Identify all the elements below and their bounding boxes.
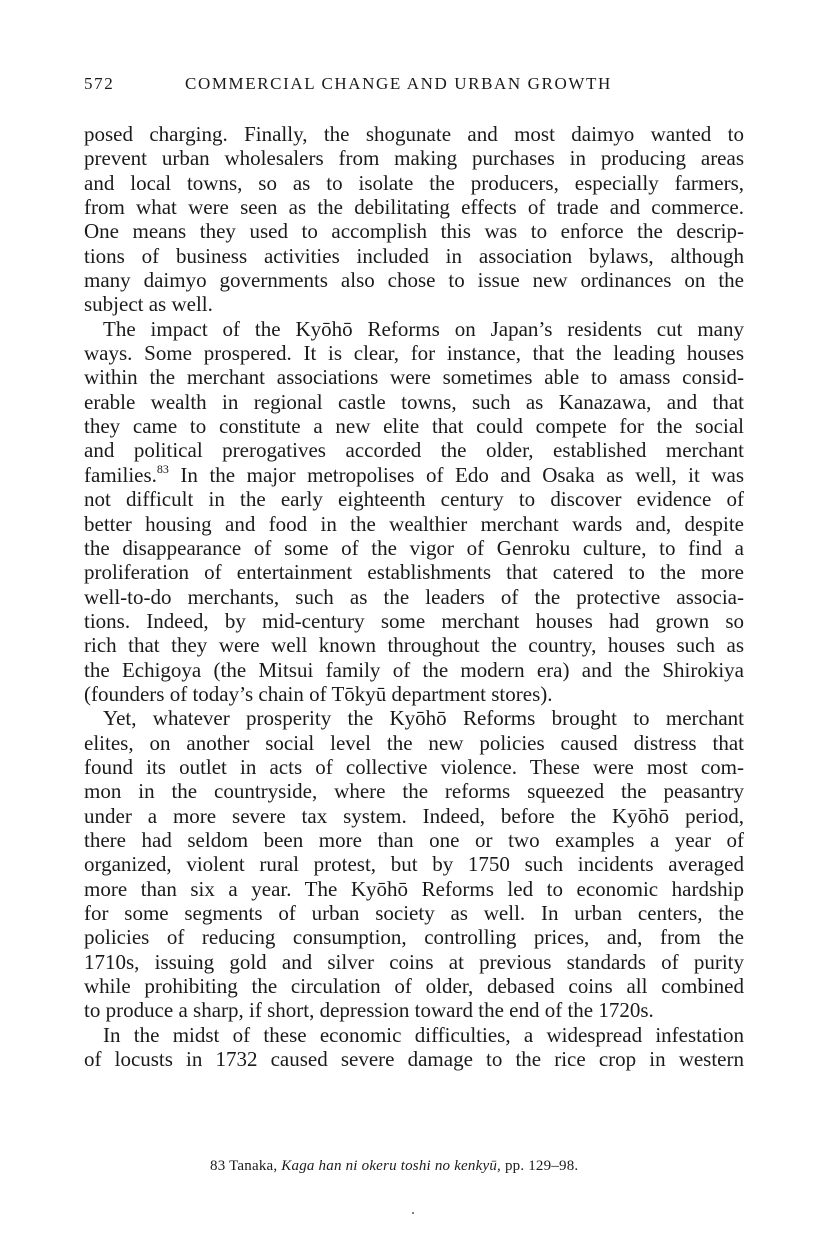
text-line: within the merchant associations were sometimes able to amass consid- bbox=[84, 365, 744, 390]
text-line: from what were seen as the debilitating effects of trade and commerce. bbox=[84, 195, 744, 220]
footnote bbox=[210, 1158, 578, 1175]
footnote-author: Tanaka, bbox=[229, 1158, 278, 1174]
text-line: In the midst of these economic difficulties, a widespread infestation bbox=[103, 1022, 744, 1047]
body-text bbox=[84, 122, 744, 1071]
text-line: policies of reducing consumption, controlling prices, and, from the bbox=[84, 925, 744, 950]
section-title: COMMERCIAL CHANGE AND URBAN GROWTH bbox=[185, 74, 612, 93]
text-line: the disappearance of some of the vigor of Genroku culture, to find a bbox=[84, 535, 744, 560]
text-line: proliferation of entertainment establishments that catered to the more bbox=[84, 560, 744, 585]
text-line: the Echigoya (the Mitsui family of the modern era) and the Shirokiya bbox=[84, 657, 744, 682]
text-line: many daimyo governments also chose to issue new ordinances on the bbox=[84, 268, 744, 293]
text-line: not difficult in the early eighteenth century to discover evidence of bbox=[84, 487, 744, 512]
text-line: of locusts in 1732 caused severe damage to the rice crop in western bbox=[84, 1047, 744, 1072]
text-line: posed charging. Finally, the shogunate and most daimyo wanted to bbox=[84, 122, 744, 146]
text-line: well-to-do merchants, such as the leaders of the protective associa- bbox=[84, 584, 744, 609]
text-line: and local towns, so as to isolate the producers, especially farmers, bbox=[84, 170, 744, 195]
text-line: better housing and food in the wealthier merchant wards and, despite bbox=[84, 511, 744, 536]
text-line: to produce a sharp, if short, depression toward the end of the 1720s. bbox=[84, 998, 654, 1023]
text-line: The impact of the Kyōhō Reforms on Japan’s residents cut many bbox=[103, 316, 744, 341]
text-line: found its outlet in acts of collective violence. These were most com- bbox=[84, 754, 744, 779]
text-line: while prohibiting the circulation of older, debased coins all combined bbox=[84, 974, 744, 999]
text-line: they came to constitute a new elite that could compete for the social bbox=[84, 414, 744, 439]
text-line: prevent urban wholesalers from making purchases in producing areas bbox=[84, 146, 744, 171]
text-line: One means they used to accomplish this was to enforce the descrip- bbox=[84, 219, 744, 244]
line-segment: In the major metropolises of Edo and Osaka as well, it was bbox=[168, 462, 744, 487]
text-line bbox=[84, 463, 744, 487]
text-line: more than six a year. The Kyōhō Reforms led to economic hardship bbox=[84, 876, 744, 901]
text-line: (founders of today’s chain of Tōkyū department stores). bbox=[84, 681, 553, 706]
text-line: 1710s, issuing gold and silver coins at previous standards of purity bbox=[84, 949, 744, 974]
text-line: organized, violent rural protest, but by 1750 such incidents averaged bbox=[84, 852, 744, 877]
text-line: subject as well. bbox=[84, 292, 213, 317]
running-head bbox=[84, 74, 744, 98]
text-line: under a more severe tax system. Indeed, before the Kyōhō period, bbox=[84, 803, 744, 828]
text-line: erable wealth in regional castle towns, such as Kanazawa, and that bbox=[84, 389, 744, 414]
line-segment: families. bbox=[84, 462, 157, 487]
text-line: tions of business activities included in association bylaws, although bbox=[84, 243, 744, 268]
text-line: Yet, whatever prosperity the Kyōhō Reforms brought to merchant bbox=[103, 706, 744, 731]
page-number: 572 bbox=[84, 74, 115, 93]
text-line: elites, on another social level the new policies caused distress that bbox=[84, 730, 744, 755]
text-line: for some segments of urban society as well. In urban centers, the bbox=[84, 901, 744, 925]
footnote-reference[interactable]: 83 bbox=[156, 461, 169, 476]
text-line: tions. Indeed, by mid-century some merchant houses had grown so bbox=[84, 608, 744, 633]
text-line: and political prerogatives accorded the older, established merchant bbox=[84, 438, 744, 463]
footnote-pages: pp. 129–98. bbox=[504, 1158, 579, 1174]
text-line: ways. Some prospered. It is clear, for instance, that the leading houses bbox=[84, 341, 744, 366]
footnote-number: 83 bbox=[210, 1158, 226, 1174]
footnote-title: Kaga han ni okeru toshi no kenkyū, bbox=[281, 1158, 501, 1174]
text-line: rich that they were well known throughout the country, houses such as bbox=[84, 633, 744, 658]
text-line: mon in the countryside, where the reforms squeezed the peasantry bbox=[84, 779, 744, 804]
print-speck bbox=[412, 1212, 414, 1214]
text-line: there had seldom been more than one or two examples a year of bbox=[84, 827, 744, 852]
